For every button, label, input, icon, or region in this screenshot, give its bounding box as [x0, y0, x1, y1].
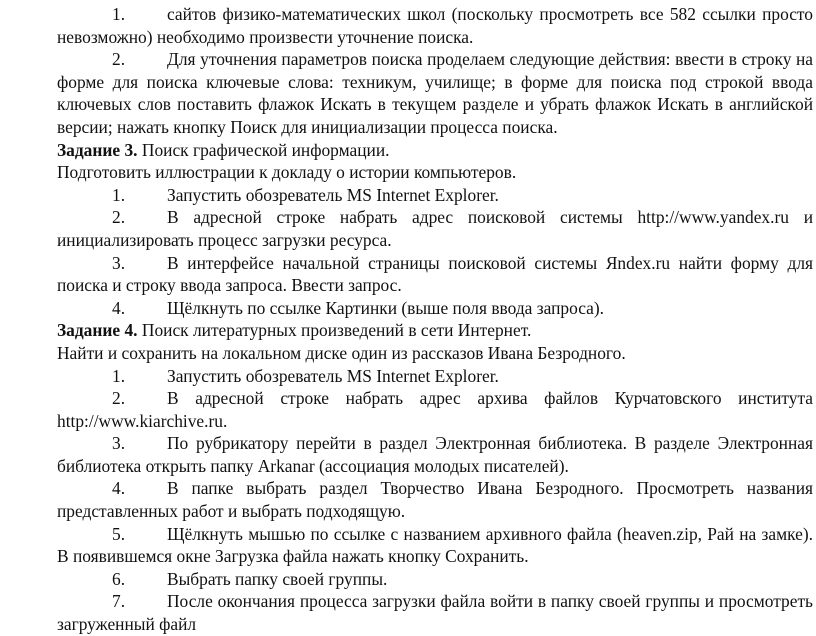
item-number: 1.: [112, 365, 126, 386]
list-item: [57, 477, 813, 522]
task-title: Поиск графической информации.: [137, 139, 390, 160]
list-item: [57, 206, 813, 251]
item-number: 3.: [112, 252, 126, 273]
list-item: [57, 387, 813, 432]
task-title: Поиск литературных произведений в сети Интернет.: [137, 320, 532, 341]
item-text: Для уточнения параметров поиска проделаем следующие действия: ввести в строку на форме для поиска ключевые слова: техникум, училище; в форме для поиска под строкой ввода ключевых слов поставить флажок Искать в текущем разделе и убрать флажок Искать в английской версии; нажать кнопку Поиск для инициализации процесса поиска.: [57, 49, 813, 137]
item-text: Щёлкнуть мышью по ссылке с названием архивного файла (heaven.zip, Рай на замке). В появившемся окне Загрузка файла нажать кнопку Сохранить.: [57, 523, 813, 567]
item-text: Запустить обозреватель MS Internet Explorer.: [167, 365, 499, 386]
list-item: [57, 297, 813, 320]
item-number: 2.: [112, 388, 126, 409]
task-label: Задание 3.: [57, 139, 138, 160]
task-description: Подготовить иллюстрации к докладу о истории компьютеров.: [57, 162, 517, 183]
item-number: 1.: [112, 4, 126, 24]
list-item: [57, 432, 813, 477]
list-item: [57, 568, 813, 591]
item-text: В адресной строке набрать адрес поисковой системы http://www.yandex.ru и инициализировать процесс загрузки ресурса.: [57, 207, 813, 250]
document-body: [57, 3, 813, 636]
item-text: По рубрикатору перейти в раздел Электронная библиотека. В разделе Электронная библиотека открыть папку Arkanar (ассоциация молодых писателей).: [57, 433, 813, 476]
item-number: 3.: [112, 433, 126, 454]
task-heading: [57, 319, 813, 342]
item-text: В папке выбрать раздел Творчество Ивана Безродного. Просмотреть названия представленных работ и выбрать подходящую.: [57, 478, 813, 522]
item-text: Запустить обозреватель MS Internet Explorer.: [167, 184, 499, 205]
item-text: В адресной строке набрать адрес архива файлов Курчатовского института http://www.kiarchive.ru.: [57, 388, 813, 431]
item-number: 6.: [112, 568, 126, 589]
item-text: Щёлкнуть по ссылке Картинки (выше поля ввода запроса).: [167, 297, 605, 318]
item-text: сайтов физико-математических школ (поскольку просмотреть все 582 ссылки просто невозможно) необходимо произвести уточнение поиска.: [57, 4, 813, 47]
item-text: Выбрать папку своей группы.: [167, 568, 388, 589]
item-number: 4.: [112, 297, 126, 318]
item-text: В интерфейсе начальной страницы поисковой системы Яndex.ru найти форму для поиска и строку ввода запроса. Ввести запрос.: [57, 252, 813, 296]
item-number: 2.: [112, 207, 126, 228]
item-number: 5.: [112, 523, 126, 544]
item-text: После окончания процесса загрузки файла войти в папку своей группы и просмотреть загруженный файл: [57, 591, 813, 635]
list-item: [57, 523, 813, 568]
task-heading: [57, 139, 813, 162]
task-label: Задание 4.: [57, 320, 138, 341]
item-number: 4.: [112, 478, 126, 499]
list-item: [57, 184, 813, 207]
list-item: [57, 365, 813, 388]
task-description: Найти и сохранить на локальном диске один из рассказов Ивана Безродного.: [57, 342, 626, 363]
list-item: [57, 590, 813, 635]
item-number: 2.: [112, 49, 126, 70]
item-number: 1.: [112, 184, 126, 205]
list-item: [57, 252, 813, 297]
list-item: [57, 3, 813, 48]
list-item: [57, 48, 813, 138]
item-number: 7.: [112, 591, 126, 612]
